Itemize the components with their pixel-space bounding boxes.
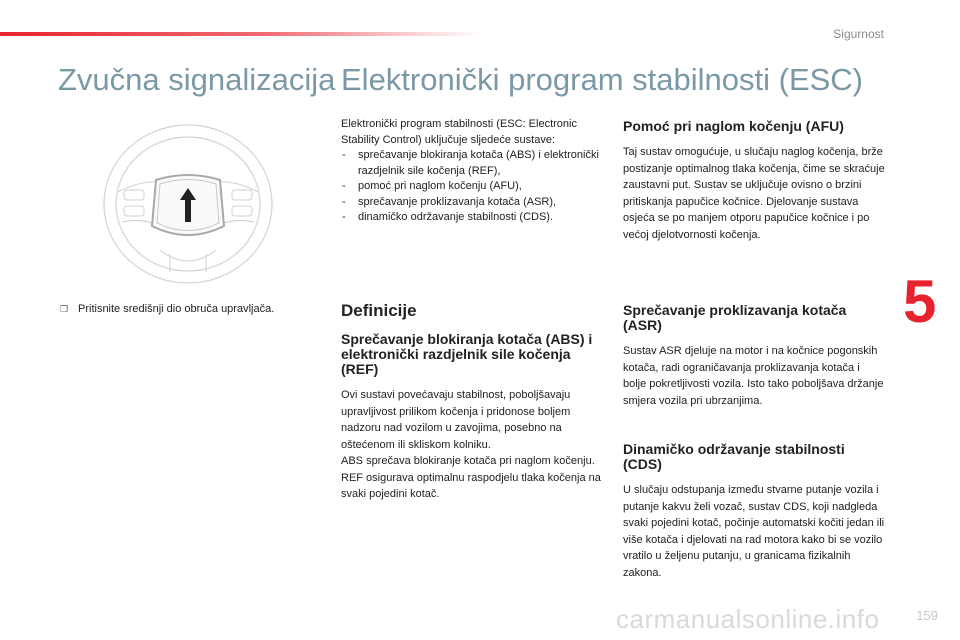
abs-text-3: REF osigurava optimalnu raspodjelu tlaka kočenja na svaki pojedini kotač. xyxy=(341,471,601,500)
horn-title: Zvučna signalizacija xyxy=(58,62,336,97)
esc-intro: Elektronički program stabilnosti (ESC: Electronic Stability Control) uključuje sljedeće sustave: xyxy=(341,118,577,146)
asr-text: Sustav ASR djeluje na motor i na kočnice pogonskih kotača, radi ograničavanja proklizavanja kotača i bolje pokretljivosti vozila. Isto tako poboljšava držanje smjera vozila pri ubrzanjima. xyxy=(623,345,884,407)
list-item: - sprečavanje proklizavanja kotača (ASR), xyxy=(341,195,601,211)
afu-section xyxy=(623,119,885,243)
section-label: Sigurnost xyxy=(833,27,884,41)
cds-text: U slučaju odstupanja između stvarne putanje vozila i putanje kakvu želi vozač, sustav CDS, koji nadgleda svaki pojedini kotač, počinje automatski kočiti jedan ili više kotača i djelovati na rad motora kako bi se vozilo vratilo u željenu putanju, u granicama fizikalnih zakona. xyxy=(623,484,885,579)
abs-text-1: Ovi sustavi povećavaju stabilnost, poboljšavaju upravljivost prilikom kočenja i pridonose boljem nadzoru nad vozilom u zavojima, posebno na oštećenom ili skliskom kolniku. xyxy=(341,389,571,451)
esc-title: Elektronički program stabilnosti (ESC) xyxy=(341,62,864,97)
horn-instruction xyxy=(60,303,274,315)
cds-heading: Dinamičko održavanje stabilnosti (CDS) xyxy=(623,441,845,472)
abs-heading: Sprečavanje blokiranja kotača (ABS) i elektronički razdjelnik sile kočenja (REF) xyxy=(341,331,593,377)
esc-intro-block xyxy=(341,117,601,226)
list-item: - pomoć pri naglom kočenju (AFU), xyxy=(341,179,601,195)
horn-instruction-text: Pritisnite središnji dio obruča upravljača. xyxy=(78,303,275,315)
afu-heading: Pomoć pri naglom kočenju (AFU) xyxy=(623,118,844,134)
page-number: 159 xyxy=(916,608,938,623)
cds-section xyxy=(623,442,885,581)
list-item: - sprečavanje blokiranja kotača (ABS) i elektronički razdjelnik sile kočenja (REF), xyxy=(341,148,601,179)
header-accent-bar xyxy=(0,32,480,36)
abs-text-2: ABS sprečava blokiranje kotača pri naglom kočenju. xyxy=(341,455,595,467)
esc-system-list xyxy=(341,148,601,226)
chapter-number: 5 xyxy=(903,268,937,335)
afu-text: Taj sustav omogućuje, u slučaju naglog kočenja, brže postizanje optimalnog tlaka kočenja, čime se skraćuje zaustavni put. Sustav se uključuje ovisno o brzini pritiskanja papučice kočnice. Djelovanje sustava osjeća se po manjem otporu papučice kočnice i po većoj djelotvornosti kočenja. xyxy=(623,146,885,241)
definitions-heading: Definicije xyxy=(341,301,417,320)
asr-section xyxy=(623,303,885,409)
abs-section xyxy=(341,332,603,503)
square-bullet-icon: ❒ xyxy=(60,304,69,314)
list-item: - dinamičko održavanje stabilnosti (CDS). xyxy=(341,210,601,226)
watermark: carmanualsonline.info xyxy=(616,604,880,634)
steering-wheel-illustration xyxy=(100,122,276,286)
asr-heading: Sprečavanje proklizavanja kotača (ASR) xyxy=(623,302,847,333)
